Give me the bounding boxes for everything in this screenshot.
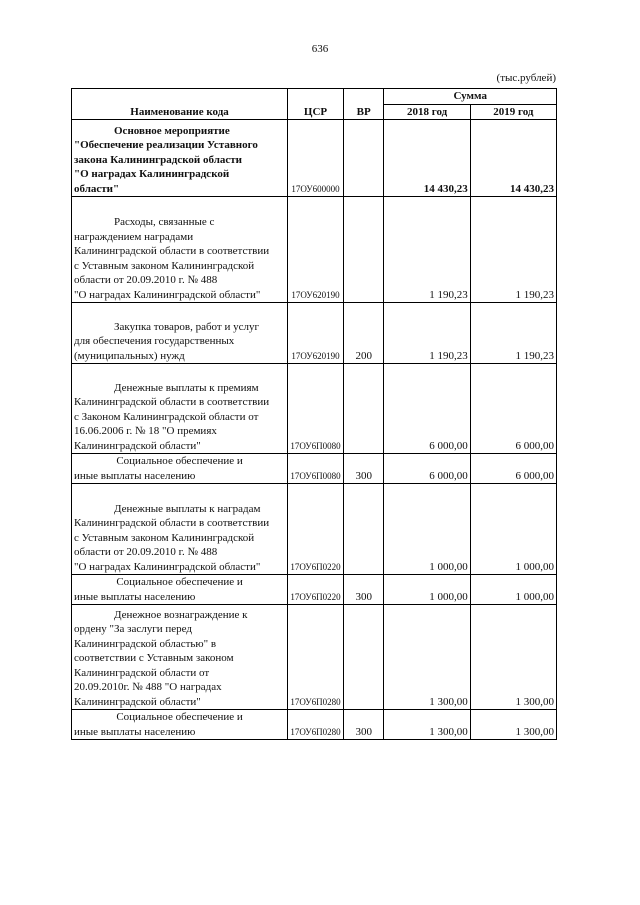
row-sum-2018: 6 000,00 xyxy=(384,454,470,484)
row-sum-2019: 1 190,23 xyxy=(470,197,556,303)
row-vr xyxy=(343,197,384,303)
table-row xyxy=(72,484,557,575)
row-csr: 17ОУ6П0220 xyxy=(288,484,344,575)
row-sum-2019: 1 000,00 xyxy=(470,484,556,575)
header-2019: 2019 год xyxy=(470,104,556,120)
row-sum-2019: 1 300,00 xyxy=(470,710,556,740)
row-name: Основное мероприятие "Обеспечение реализации Уставного закона Калининградской области "О наградах Калининградской области" xyxy=(72,120,288,197)
row-name: Социальное обеспечение и иные выплаты населению xyxy=(72,710,288,740)
row-name: Денежные выплаты к премиям Калининградской области в соответствии с Законом Калининградской области от 16.06.2006 г. № 18 "О премиях Калининградской области" xyxy=(72,364,288,454)
row-vr xyxy=(343,484,384,575)
table-row xyxy=(72,710,557,740)
row-vr: 200 xyxy=(343,303,384,364)
row-sum-2018: 6 000,00 xyxy=(384,364,470,454)
row-vr: 300 xyxy=(343,575,384,605)
row-sum-2018: 1 300,00 xyxy=(384,605,470,710)
row-vr xyxy=(343,120,384,197)
row-sum-2018: 14 430,23 xyxy=(384,120,470,197)
row-sum-2019: 6 000,00 xyxy=(470,454,556,484)
row-name: Расходы, связанные с награждением наградами Калининградской области в соответствии с Уставным законом Калининградской области от 20.09.2010 г. № 488 "О наградах Калининградской области" xyxy=(72,197,288,303)
row-sum-2019: 1 190,23 xyxy=(470,303,556,364)
row-csr: 17ОУ6П0280 xyxy=(288,710,344,740)
table-row xyxy=(72,575,557,605)
header-2018: 2018 год xyxy=(384,104,470,120)
row-name: Социальное обеспечение и иные выплаты населению xyxy=(72,575,288,605)
row-csr: 17ОУ6П0220 xyxy=(288,575,344,605)
table-row xyxy=(72,454,557,484)
row-name: Денежное вознаграждение к ордену "За заслуги перед Калининградской областью" в соответствии с Уставным законом Калининградской области от 20.09.2010г. № 488 "О наградах Калининградской области" xyxy=(72,605,288,710)
header-sum: Сумма xyxy=(384,89,557,105)
row-name: Закупка товаров, работ и услуг для обеспечения государственных (муниципальных) нужд xyxy=(72,303,288,364)
header-csr: ЦСР xyxy=(288,89,344,120)
row-sum-2018: 1 190,23 xyxy=(384,197,470,303)
row-vr: 300 xyxy=(343,454,384,484)
row-name: Социальное обеспечение и иные выплаты населению xyxy=(72,454,288,484)
row-csr: 17ОУ6П0080 xyxy=(288,364,344,454)
row-csr: 17ОУ620190 xyxy=(288,197,344,303)
page-number: 636 xyxy=(311,43,329,55)
header-row-1 xyxy=(72,89,557,105)
table-row xyxy=(72,197,557,303)
row-sum-2018: 1 300,00 xyxy=(384,710,470,740)
row-vr xyxy=(343,605,384,710)
table-row xyxy=(72,120,557,197)
row-name: Денежные выплаты к наградам Калининградской области в соответствии с Уставным законом Калининградской области от 20.09.2010 г. № 488 "О наградах Калининградской области" xyxy=(72,484,288,575)
header-name: Наименование кода xyxy=(72,89,288,120)
budget-table xyxy=(71,88,557,740)
row-sum-2018: 1 000,00 xyxy=(384,484,470,575)
row-csr: 17ОУ6П0080 xyxy=(288,454,344,484)
table-row xyxy=(72,303,557,364)
row-csr: 17ОУ6П0280 xyxy=(288,605,344,710)
row-sum-2018: 1 000,00 xyxy=(384,575,470,605)
row-sum-2019: 1 300,00 xyxy=(470,605,556,710)
units-label: (тыс.рублей) xyxy=(496,72,556,84)
row-csr: 17ОУ600000 xyxy=(288,120,344,197)
row-sum-2019: 14 430,23 xyxy=(470,120,556,197)
row-vr: 300 xyxy=(343,710,384,740)
row-sum-2018: 1 190,23 xyxy=(384,303,470,364)
header-vr: ВР xyxy=(343,89,384,120)
table-row xyxy=(72,364,557,454)
row-vr xyxy=(343,364,384,454)
row-sum-2019: 6 000,00 xyxy=(470,364,556,454)
row-sum-2019: 1 000,00 xyxy=(470,575,556,605)
table-row xyxy=(72,605,557,710)
row-csr: 17ОУ620190 xyxy=(288,303,344,364)
